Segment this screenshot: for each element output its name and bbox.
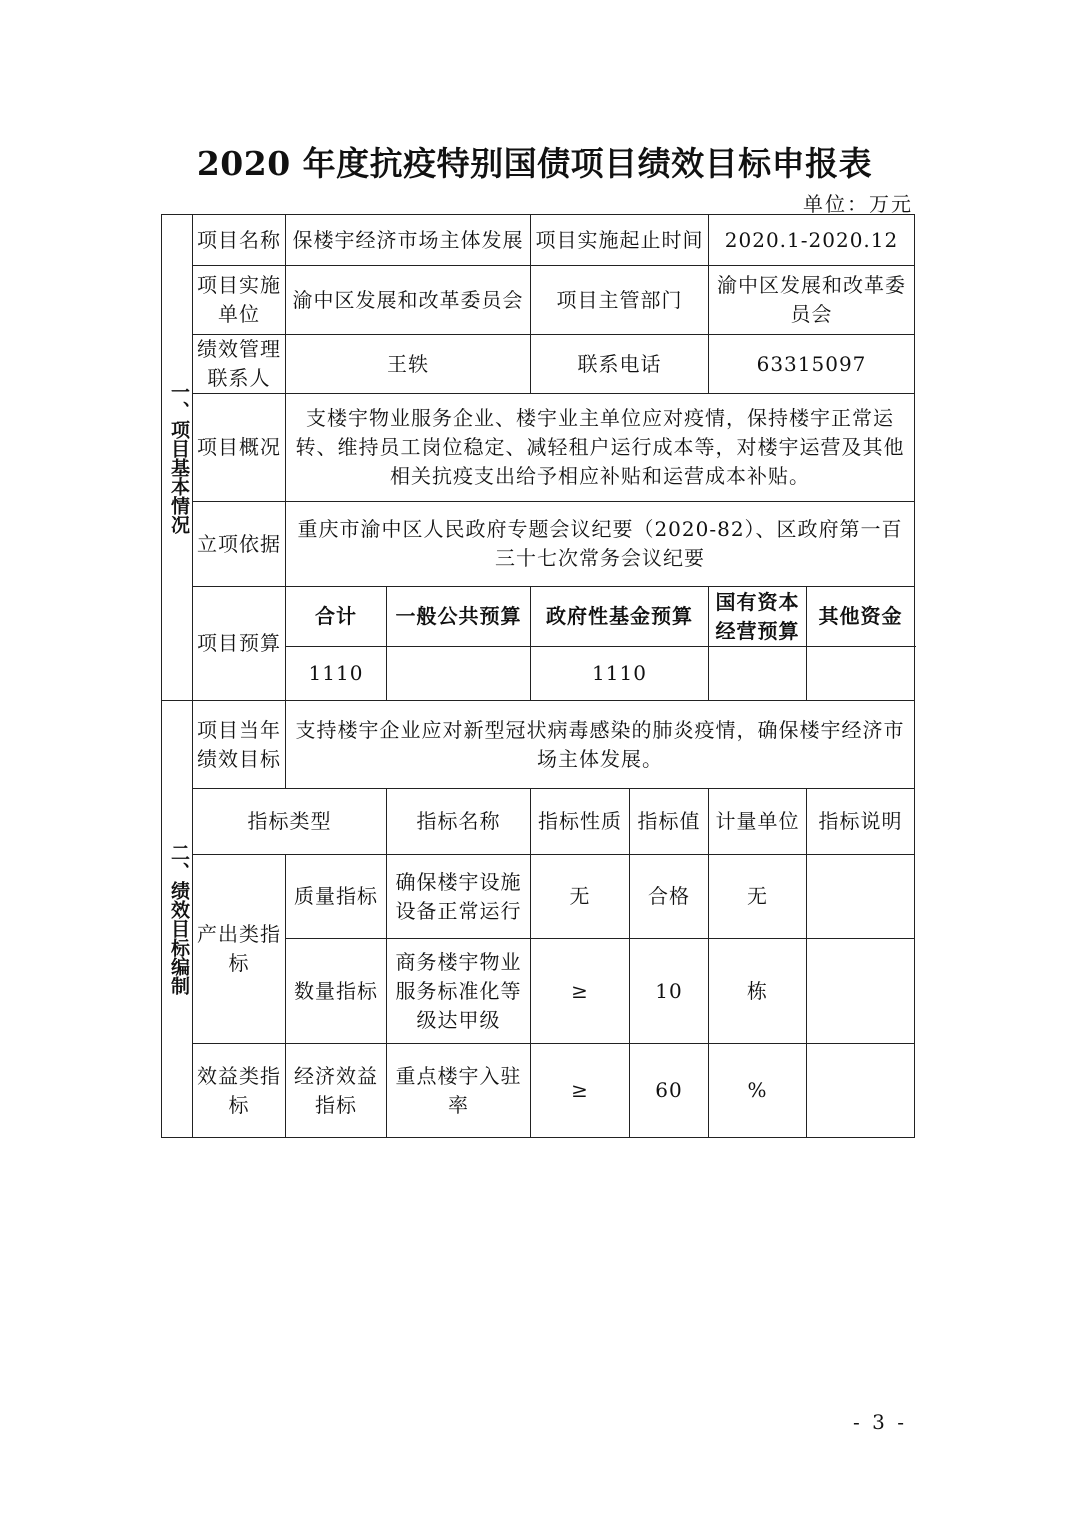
indicator-unit: % [709,1044,807,1138]
impl-unit-label: 项目实施单位 [193,266,286,335]
indicator-type: 经济效益指标 [286,1044,387,1138]
output-category-label: 产出类指标 [193,855,286,1044]
basis-label: 立项依据 [193,502,286,587]
budget-header-state-capital: 国有资本经营预算 [709,587,807,647]
header-indicator-value: 指标值 [630,789,709,855]
table-row [162,855,915,939]
budget-header-other: 其他资金 [807,587,915,647]
budget-value-state-capital [709,647,807,701]
page-title: 2020 年度抗疫特别国债项目绩效目标申报表 [196,144,873,183]
unit-label: 单位：万元 [803,192,913,216]
period-label: 项目实施起止时间 [531,215,709,266]
indicator-unit: 栋 [709,939,807,1044]
budget-header-general: 一般公共预算 [387,587,531,647]
contact-value: 王轶 [286,335,531,394]
indicator-note [807,939,915,1044]
indicator-nature: ≥ [531,939,630,1044]
budget-header-fund: 政府性基金预算 [531,587,709,647]
overview-value: 支楼宇物业服务企业、楼宇业主单位应对疫情，保持楼宇正常运转、维持员工岗位稳定、减轻租户运行成本等，对楼宇运营及其他相关抗疫支出给予相应补贴和运营成本补贴。 [286,394,915,502]
goal-label: 项目当年绩效目标 [193,701,286,789]
project-name-value: 保楼宇经济市场主体发展 [286,215,531,266]
contact-label: 绩效管理联系人 [193,335,286,394]
header-indicator-unit: 计量单位 [709,789,807,855]
budget-value-other [807,647,915,701]
indicator-note [807,855,915,939]
benefit-category-label: 效益类指标 [193,1044,286,1138]
indicator-type: 质量指标 [286,855,387,939]
performance-target-table [161,214,915,1138]
indicator-name: 商务楼宇物业服务标准化等级达甲级 [387,939,531,1044]
budget-label: 项目预算 [193,587,286,701]
section1-label: 一、项目基本情况 [162,215,193,701]
impl-unit-value: 渝中区发展和改革委员会 [286,266,531,335]
dept-label: 项目主管部门 [531,266,709,335]
period-value: 2020.1-2020.12 [709,215,915,266]
page-number: - 3 - [853,1410,907,1434]
indicator-type: 数量指标 [286,939,387,1044]
header-indicator-type: 指标类型 [193,789,387,855]
indicator-name: 重点楼宇入驻率 [387,1044,531,1138]
header-indicator-nature: 指标性质 [531,789,630,855]
indicator-nature: 无 [531,855,630,939]
dept-value: 渝中区发展和改革委员会 [709,266,915,335]
phone-label: 联系电话 [531,335,709,394]
project-name-label: 项目名称 [193,215,286,266]
indicator-value: 合格 [630,855,709,939]
overview-label: 项目概况 [193,394,286,502]
phone-value: 63315097 [709,335,915,394]
indicator-nature: ≥ [531,1044,630,1138]
indicator-unit: 无 [709,855,807,939]
indicator-note [807,1044,915,1138]
basis-value: 重庆市渝中区人民政府专题会议纪要（2020-82）、区政府第一百三十七次常务会议纪要 [286,502,915,587]
indicator-value: 60 [630,1044,709,1138]
goal-value: 支持楼宇企业应对新型冠状病毒感染的肺炎疫情，确保楼宇经济市场主体发展。 [286,701,915,789]
header-indicator-note: 指标说明 [807,789,915,855]
indicator-name: 确保楼宇设施设备正常运行 [387,855,531,939]
section2-label: 二、绩效目标编制 [162,701,193,1138]
header-indicator-name: 指标名称 [387,789,531,855]
budget-value-fund: 1110 [531,647,709,701]
budget-value-general [387,647,531,701]
indicator-value: 10 [630,939,709,1044]
budget-header-total: 合计 [286,587,387,647]
budget-value-total: 1110 [286,647,387,701]
table-row [162,1044,915,1138]
